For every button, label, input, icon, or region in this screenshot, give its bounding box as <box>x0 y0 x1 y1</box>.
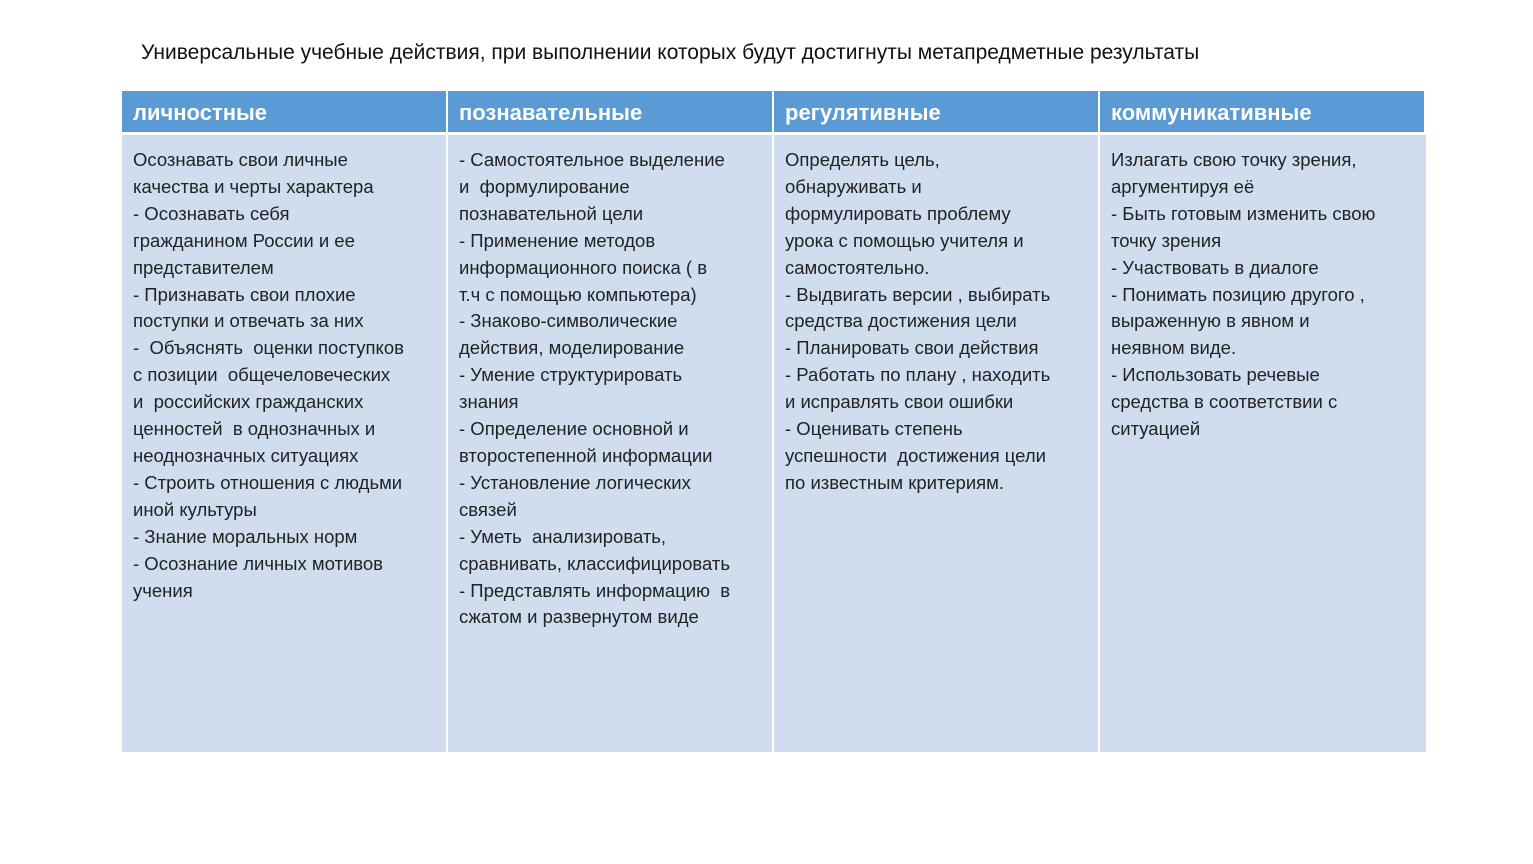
cell-text-line: сжатом и развернутом виде <box>459 606 699 628</box>
cell-text-line: информационного поиска ( в <box>459 256 708 278</box>
cell-text-line: т.ч с помощью компьютера) <box>459 283 697 305</box>
cell-text-line: - Знание моральных норм <box>133 525 358 547</box>
cell-text-line: учения <box>133 579 193 601</box>
cell-text-line: Определять цель, <box>785 149 940 170</box>
cell-text-line: - Умение структурировать <box>459 364 683 386</box>
cell-text-line: самостоятельно. <box>785 256 930 278</box>
cell-text-line: - Объяснять оценки поступков <box>133 337 404 359</box>
cell-text-line: средства достижения цели <box>785 310 1017 332</box>
cell-text-line: - Установление логических <box>459 471 691 493</box>
cell-text-line: действия, моделирование <box>459 337 685 359</box>
cell-text-line: - Использовать речевые <box>1111 364 1320 386</box>
cell-text-line: гражданином России и ее <box>133 229 355 251</box>
cell-text-line: и российских гражданских <box>133 391 364 413</box>
uud-table <box>122 91 1426 752</box>
cell-text-line: - Понимать позицию другого , <box>1111 283 1365 305</box>
cell-text-line: связей <box>459 498 517 520</box>
cell-text-line: - Представлять информацию в <box>459 579 731 601</box>
cell-text-line: иной культуры <box>133 498 257 520</box>
cell-text-line: выраженную в явном и <box>1111 310 1310 332</box>
cell-personal <box>122 135 448 752</box>
cell-communicative <box>1100 135 1426 752</box>
cell-text-line: - Выдвигать версии , выбирать <box>785 283 1051 305</box>
cell-text-line: познавательной цели <box>459 202 644 224</box>
cell-text-line: формулировать проблему <box>785 202 1011 224</box>
cell-text-line: - Строить отношения с людьми <box>133 471 403 493</box>
cell-text-line: - Осознавать себя <box>133 202 290 224</box>
cell-text-line: - Уметь анализировать, <box>459 525 667 547</box>
cell-text-line: урока с помощью учителя и <box>785 229 1024 251</box>
cell-text-line: - Применение методов <box>459 229 656 251</box>
cell-text-line: и исправлять свои ошибки <box>785 391 1014 413</box>
cell-text-line: представителем <box>133 256 274 278</box>
cell-text-line: - Самостоятельное выделение <box>459 149 725 170</box>
cell-text-line: точку зрения <box>1111 229 1222 251</box>
cell-text-line: - Оценивать степень <box>785 418 963 440</box>
cell-text-line: - Участвовать в диалоге <box>1111 256 1319 278</box>
slide-title: Универсальные учебные действия, при выполнении которых будут достигнуты метапредметные результаты <box>141 41 1200 64</box>
cell-text-line: успешности достижения цели <box>785 444 1046 466</box>
cell-text-line: знания <box>459 391 519 413</box>
cell-text-line: и формулирование <box>459 175 630 197</box>
cell-text-line: неоднозначных ситуациях <box>133 444 359 466</box>
header-personal: личностные <box>122 91 448 135</box>
cell-text-line: ситуацией <box>1111 418 1201 440</box>
cell-text-line: ценностей в однозначных и <box>133 418 376 440</box>
cell-regulatory <box>774 135 1100 752</box>
cell-text-line: - Осознание личных мотивов <box>133 552 384 574</box>
header-communicative: коммуникативные <box>1100 91 1426 135</box>
cell-text-line: с позиции общечеловеческих <box>133 364 391 386</box>
cell-text-line: Осознавать свои личные <box>133 149 348 170</box>
cell-text-line: - Быть готовым изменить свою <box>1111 202 1376 224</box>
cell-text-line: неявном виде. <box>1111 337 1237 359</box>
cell-text-line: - Определение основной и <box>459 418 689 440</box>
cell-text-line: сравнивать, классифицировать <box>459 552 730 574</box>
cell-text-line: второстепенной информации <box>459 444 713 466</box>
cell-text-line: - Планировать свои действия <box>785 337 1039 359</box>
cell-text-line: - Знаково-символические <box>459 310 678 332</box>
cell-text-line: - Признавать свои плохие <box>133 283 356 305</box>
cell-text-line: поступки и отвечать за них <box>133 310 364 332</box>
cell-text-line: качества и черты характера <box>133 175 374 197</box>
cell-text-line: обнаруживать и <box>785 175 922 197</box>
cell-text-line: средства в соответствии с <box>1111 391 1338 413</box>
header-cognitive: познавательные <box>448 91 774 135</box>
cell-text-line: - Работать по плану , находить <box>785 364 1051 386</box>
cell-cognitive <box>448 135 774 752</box>
cell-text-line: Излагать свою точку зрения, <box>1111 149 1357 170</box>
header-regulatory: регулятивные <box>774 91 1100 135</box>
cell-text-line: по известным критериям. <box>785 471 1005 493</box>
cell-text-line: аргументируя её <box>1111 175 1255 197</box>
